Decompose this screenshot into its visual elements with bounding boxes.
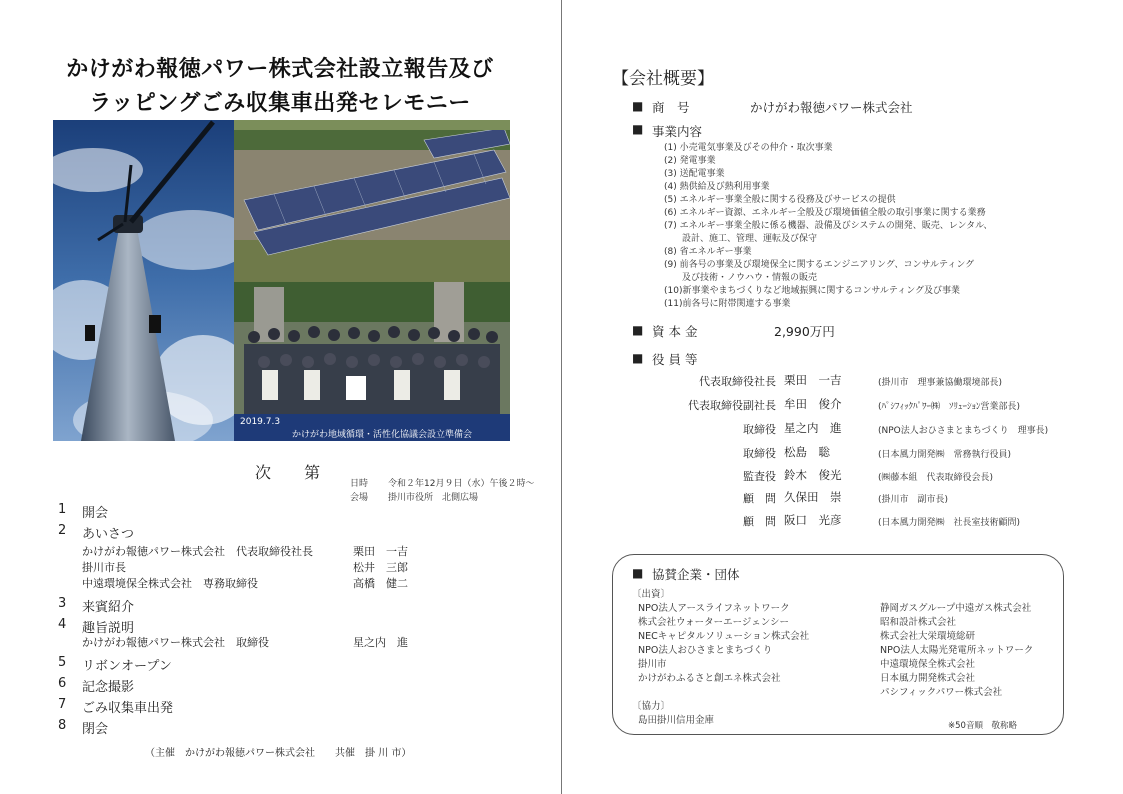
officers-label: 役 員 等 [652,352,698,367]
officer-title: 取締役 [743,423,776,436]
trade-name-label: 商 号 [652,100,690,115]
officer-title: 代表取締役社長 [699,375,776,388]
officer-title: 取締役 [743,447,776,460]
agenda-num: 4 [58,617,67,632]
business-item: (9) 前各号の事業及び環境保全に関するエンジニアリング、コンサルティング [664,260,975,270]
sponsors-heading: 協賛企業・団体 [652,567,740,582]
greeting-name: 松井 三郎 [353,561,408,574]
explanation-name: 星之内 進 [353,636,408,649]
investor-item: パシフィックパワー株式会社 [880,687,1003,698]
agenda-item: 閉会 [82,722,109,737]
business-item: (8) 省エネルギー事業 [664,247,752,257]
photo-caption-date: 2019.7.3 [240,417,281,427]
capital-value: 2,990万円 [774,324,835,339]
investor-item: 株式会社大栄環境総研 [880,631,976,642]
title-line-2: ラッピングごみ収集車出発セレモニー [89,91,471,116]
officer-note: (㈱藤本組 代表取締役会長) [878,473,994,483]
cooperation-label: 〔協力〕 [632,701,671,712]
business-item: (10)新事業やまちづくりなど地域振興に関するコンサルティング及び事業 [664,286,961,296]
agenda-num: 7 [58,697,67,712]
bullet-square-icon: ■ [632,566,644,580]
officer-name: 松島 聡 [784,445,830,459]
business-label: 事業内容 [652,124,703,139]
officer-note: (ﾊﾟｼﾌｨｯｸﾊﾟﾜｰ㈱ ｿﾘｭｰｼｮﾝ営業部長) [878,402,1021,412]
explanation-role: かけがわ報徳パワー株式会社 取締役 [82,636,269,649]
business-item: 及び技術・ノウハウ・情報の販売 [664,273,818,283]
investor-item: 静岡ガスグループ中遠ガス株式会社 [880,603,1032,614]
agenda-num: 3 [58,596,67,611]
agenda-item: 開会 [82,506,109,521]
title-line-1: かけがわ報徳パワー株式会社設立報告及び [66,57,494,82]
officer-title: 顧 問 [743,515,776,528]
officer-name: 牟田 俊介 [784,397,842,411]
agenda-item: 趣旨説明 [82,621,135,636]
officer-name: 栗田 一吉 [784,373,842,387]
officer-note: (掛川市 理事兼協働環境部長) [878,378,1003,388]
page-divider [561,0,562,794]
date-label: 日時 [350,479,369,489]
bullet-square-icon: ■ [632,323,644,337]
agenda-num: 8 [58,718,67,733]
officer-name: 星之内 進 [784,421,842,435]
agenda-item: 記念撮影 [82,680,135,695]
agenda-item: 来賓紹介 [82,600,135,615]
business-item: (1) 小売電気事業及びその仲介・取次事業 [664,143,833,153]
investor-item: かけがわふるさと創エネ株式会社 [638,673,781,684]
business-item: (6) エネルギー資源、エネルギー全般及び環境価値全般の取引事業に関する業務 [664,208,986,218]
capital-label: 資 本 金 [652,324,698,339]
date-value: 令和２年12月９日（水）午後２時～ [388,479,535,489]
greeting-role: かけがわ報徳パワー株式会社 代表取締役社長 [82,545,313,558]
officer-title: 顧 問 [743,492,776,505]
investment-label: 〔出資〕 [632,589,671,600]
officer-note: (日本風力開発㈱ 社長室技術顧問) [878,518,1021,528]
agenda-num: 2 [58,523,67,538]
agenda-item: ごみ収集車出発 [82,701,174,716]
officer-name: 久保田 崇 [784,490,842,504]
bullet-square-icon: ■ [632,122,644,136]
business-item: 設計、施工、管理、運転及び保守 [664,234,818,244]
trade-name-value: かけがわ報徳パワー株式会社 [750,100,913,115]
investor-item: 掛川市 [638,659,667,670]
agenda-num: 6 [58,676,67,691]
business-item: (11)前各号に附帯関連する事業 [664,299,791,309]
investor-item: 日本風力開発株式会社 [880,673,976,684]
business-item: (2) 発電事業 [664,156,716,166]
investor-item: NPO法人アースライフネットワーク [638,603,790,614]
business-item: (3) 送配電事業 [664,169,725,179]
company-overview-heading: 【会社概要】 [612,69,714,89]
agenda-num: 1 [58,502,67,517]
greeting-role: 中遠環境保全株式会社 専務取締役 [82,577,258,590]
sponsor-order-note: ※50音順 敬称略 [948,721,1017,731]
officer-title: 監査役 [743,470,776,483]
greeting-name: 高橋 健二 [353,577,408,590]
agenda-item: リボンオープン [82,659,172,674]
officer-name: 阪口 光彦 [784,513,842,527]
investor-item: 昭和設計株式会社 [880,617,957,628]
place-label: 会場 [350,493,369,503]
greeting-name: 栗田 一吉 [353,545,408,558]
officer-note: (NPO法人おひさまとまちづくり 理事長) [878,426,1049,436]
bullet-square-icon: ■ [632,99,644,113]
business-item: (7) エネルギー事業全般に係る機器、設備及びシステムの開発、販売、レンタル、 [664,221,993,231]
agenda-item: あいさつ [82,527,135,542]
investor-item: NPO法人おひさまとまちづくり [638,645,773,656]
cooperator-item: 島田掛川信用金庫 [638,715,715,726]
schedule-title: 次 第 [255,463,335,482]
agenda-num: 5 [58,655,67,670]
officer-name: 鈴木 俊光 [784,468,842,482]
photo-caption-text: かけがわ地域循環・活性化協議会設立準備会 [292,430,473,440]
greeting-role: 掛川市長 [82,561,126,574]
investor-item: 株式会社ウォーターエージェンシー [638,617,790,628]
officer-note: (掛川市 副市長) [878,495,949,505]
solar-panel-photo [234,120,510,282]
investor-item: NPO法人太陽光発電所ネットワーク [880,645,1034,656]
business-item: (5) エネルギー事業全般に関する役務及びサービスの提供 [664,195,896,205]
officer-note: (日本風力開発㈱ 常務執行役員) [878,450,1012,460]
place-value: 掛川市役所 北側広場 [388,493,479,503]
wind-turbine-photo [53,120,234,441]
business-item: (4) 熱供給及び熱利用事業 [664,182,770,192]
investor-item: NECキャピタルソリューション株式会社 [638,631,810,642]
bullet-square-icon: ■ [632,351,644,365]
investor-item: 中遠環境保全株式会社 [880,659,976,670]
officer-title: 代表取締役副社長 [688,399,776,412]
organizer-note: （主催 かけがわ報徳パワー株式会社 共催 掛 川 市） [145,748,412,759]
